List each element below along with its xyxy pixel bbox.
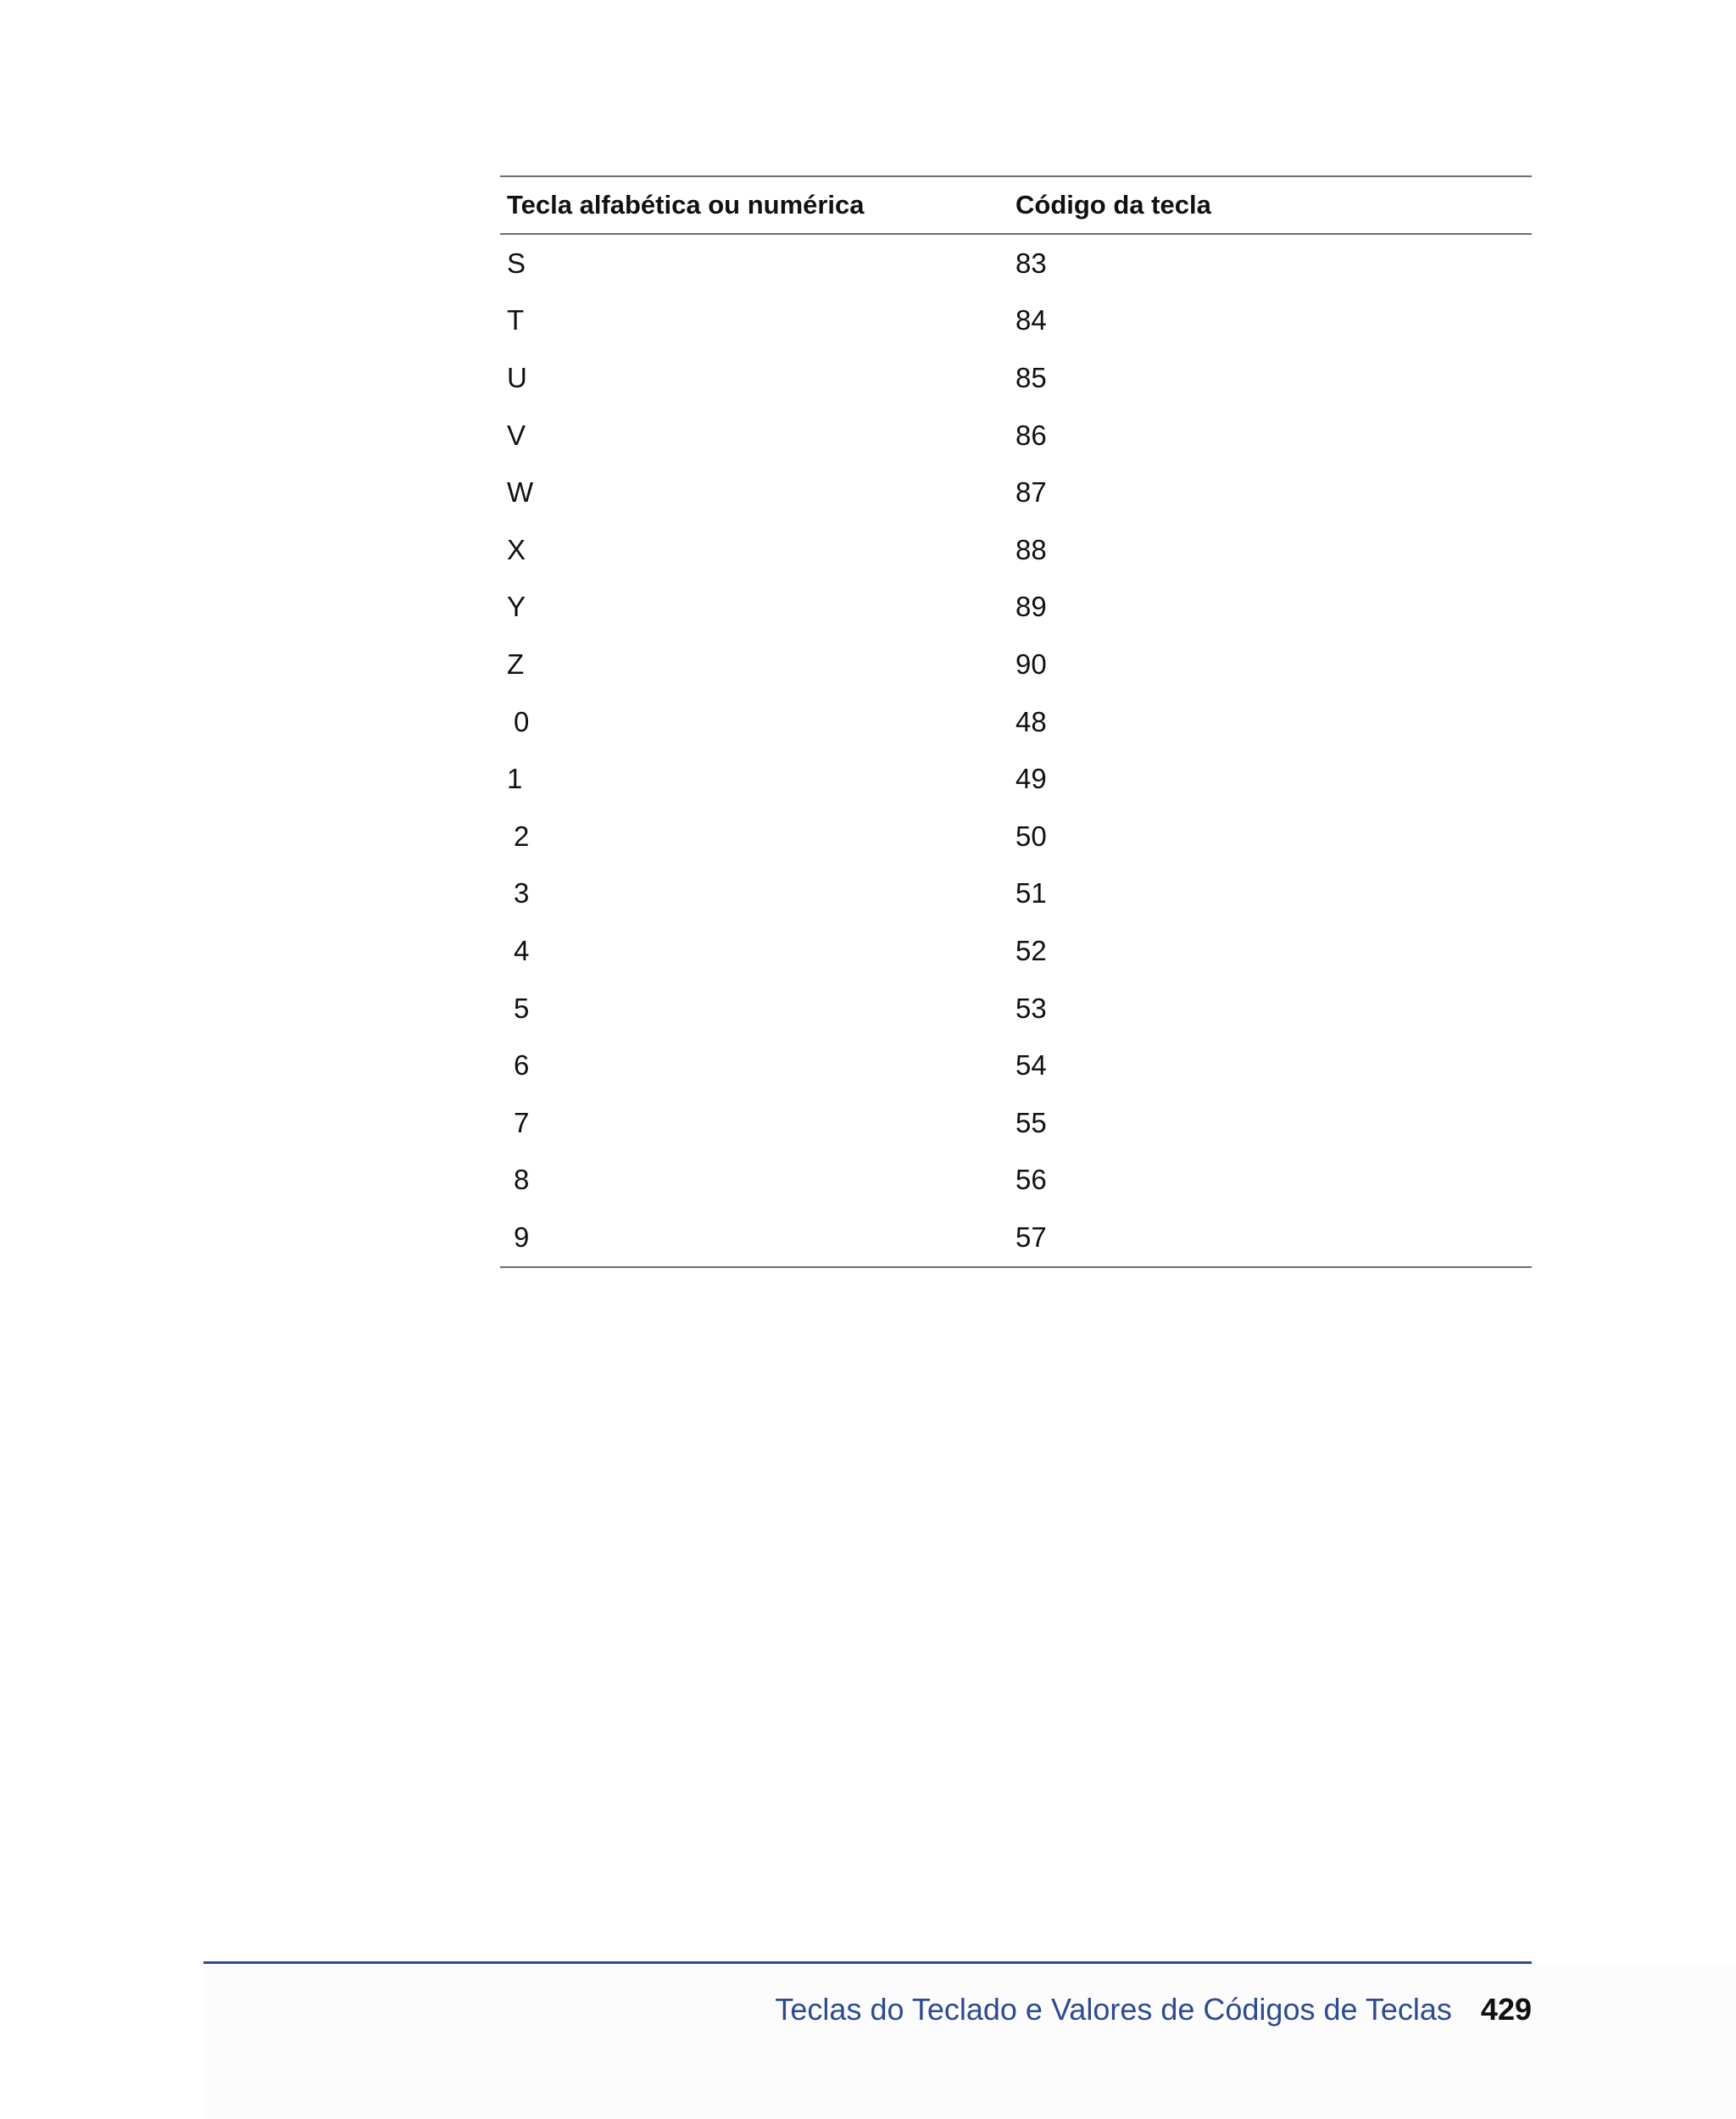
table-header-row — [500, 176, 1532, 234]
table-row — [500, 865, 1532, 923]
table-row — [500, 292, 1532, 350]
key-cell: 9 — [500, 1209, 1009, 1267]
key-cell: 0 — [514, 705, 530, 737]
code-cell: 50 — [1015, 820, 1047, 852]
code-cell: 49 — [1015, 763, 1047, 795]
key-cell: 5 — [514, 992, 530, 1024]
code-cell: 55 — [1015, 1106, 1047, 1138]
key-cell: T — [507, 304, 525, 336]
key-cell: 1 — [507, 763, 523, 795]
code-cell: 83 — [1015, 247, 1047, 279]
code-cell: 57 — [1009, 1209, 1532, 1267]
code-cell: 85 — [1015, 361, 1047, 393]
code-cell: 89 — [1015, 591, 1047, 623]
key-cell: V — [507, 419, 526, 451]
table-row — [500, 1094, 1532, 1152]
key-cell: X — [507, 533, 526, 565]
table-row — [500, 1037, 1532, 1094]
table-header — [500, 176, 1532, 234]
code-cell: 84 — [1015, 304, 1047, 336]
code-cell: 51 — [1015, 877, 1047, 909]
code-cell: 52 — [1015, 934, 1047, 966]
column-header-key: Tecla alfabética ou numérica — [500, 176, 1009, 234]
code-cell: 87 — [1015, 476, 1047, 509]
key-cell: S — [507, 247, 526, 279]
footer-background — [203, 1963, 1736, 2119]
page-number: 429 — [1480, 1992, 1532, 2027]
key-cell: W — [507, 476, 534, 509]
table-row — [500, 750, 1532, 808]
code-cell: 88 — [1015, 533, 1047, 565]
footer-rule — [203, 1961, 1532, 1964]
table-body — [500, 234, 1532, 1267]
code-cell: 48 — [1015, 705, 1047, 737]
code-cell: 54 — [1015, 1049, 1047, 1082]
key-cell: 6 — [514, 1049, 530, 1082]
table-row — [500, 808, 1532, 865]
table-row — [500, 521, 1532, 579]
key-cell: Y — [507, 591, 526, 623]
table-row — [500, 464, 1532, 521]
table-row — [500, 1209, 1532, 1267]
code-cell: 56 — [1015, 1164, 1047, 1196]
table-row — [500, 234, 1532, 292]
key-cell: 2 — [514, 820, 530, 852]
table-row — [500, 922, 1532, 980]
key-code-table — [500, 175, 1532, 1268]
table-row — [500, 349, 1532, 407]
footer-title: Teclas do Teclado e Valores de Códigos de Teclas — [775, 1992, 1452, 2027]
key-cell: 7 — [514, 1106, 530, 1138]
key-cell: 8 — [514, 1164, 530, 1196]
code-cell: 90 — [1015, 648, 1047, 680]
page-footer — [775, 1992, 1532, 2027]
table-row — [500, 407, 1532, 464]
table-row — [500, 579, 1532, 637]
code-cell: 86 — [1015, 419, 1047, 451]
table-row — [500, 636, 1532, 693]
key-cell: Z — [507, 648, 525, 680]
key-cell: 4 — [514, 934, 530, 966]
table-row — [500, 693, 1532, 751]
code-cell: 53 — [1015, 992, 1047, 1024]
key-cell: U — [507, 361, 527, 393]
table-row — [500, 980, 1532, 1037]
column-header-code: Código da tecla — [1009, 176, 1532, 234]
key-cell: 3 — [514, 877, 530, 909]
table-row — [500, 1152, 1532, 1210]
